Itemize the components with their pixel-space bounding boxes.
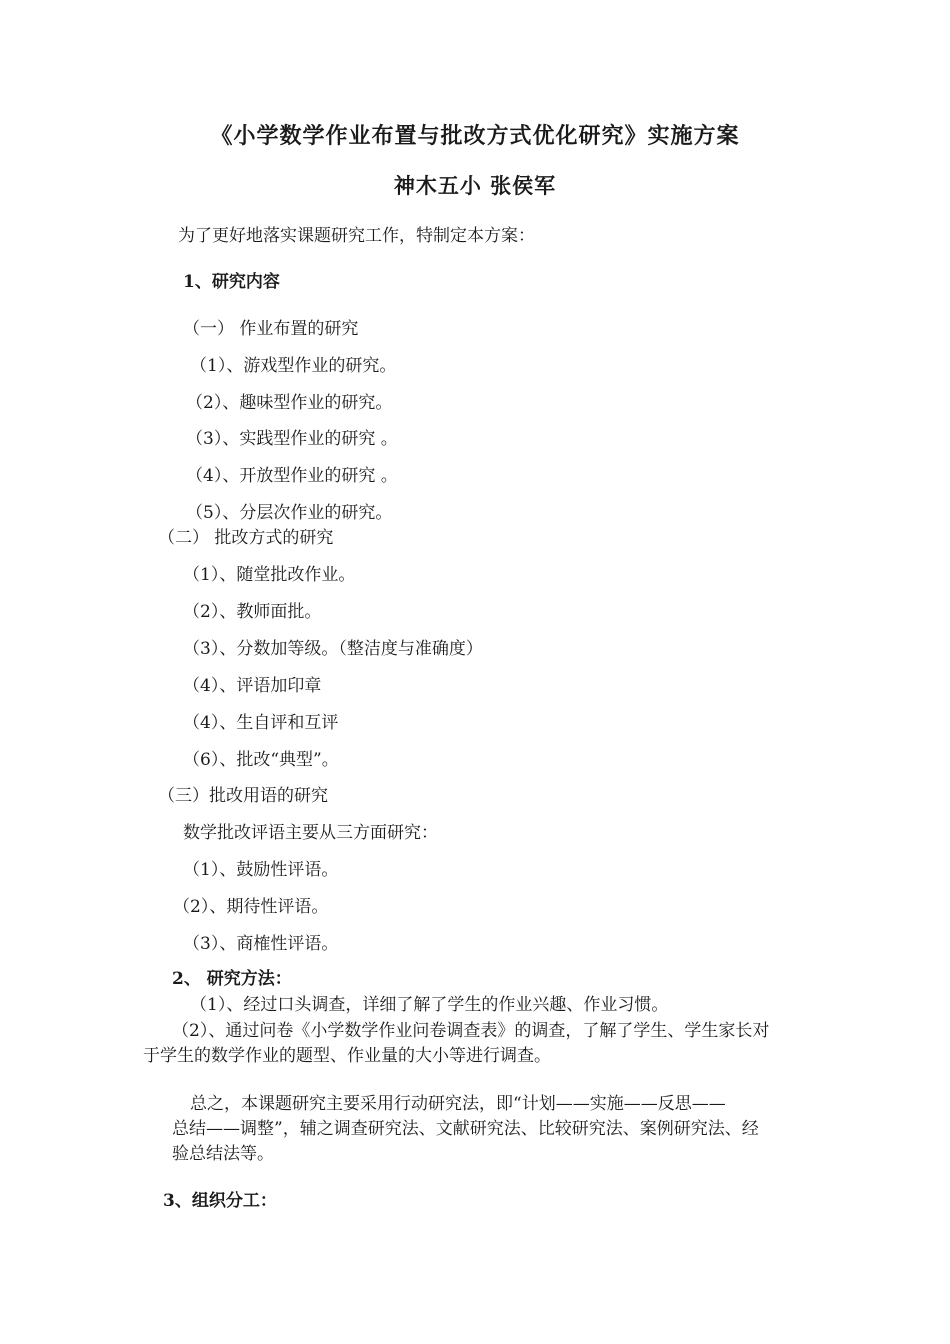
- list-item: （1）、随堂批改作业。: [183, 565, 356, 585]
- subsection-1a-heading: （一） 作业布置的研究: [183, 319, 359, 339]
- list-item: （2）、教师面批。: [183, 602, 322, 622]
- method-paragraph-2-line-2: 于学生的数学作业的题型、作业量的大小等进行调查。: [143, 1046, 551, 1066]
- list-item: （3）、分数加等级。（整洁度与准确度）: [183, 639, 483, 659]
- list-item: （1）、游戏型作业的研究。: [190, 356, 397, 376]
- list-item: （3）、商榷性评语。: [183, 934, 339, 954]
- list-item: （2）、趣味型作业的研究。: [186, 393, 393, 413]
- summary-line-1: 总之，本课题研究主要采用行动研究法，即“计划——实施——反思——: [190, 1094, 726, 1114]
- subsection-1c-intro: 数学批改评语主要从三方面研究：: [183, 823, 438, 843]
- list-item: （4）、生自评和互评: [183, 713, 339, 733]
- subsection-1b-heading: （二） 批改方式的研究: [158, 528, 334, 548]
- document-title: 《小学数学作业布置与批改方式优化研究》实施方案: [210, 123, 740, 149]
- list-item: （4）、评语加印章: [183, 676, 322, 696]
- intro-paragraph: 为了更好地落实课题研究工作，特制定本方案：: [178, 226, 535, 246]
- method-paragraph-2-line-1: （2）、通过问卷《小学数学作业问卷调查表》的调查，了解了学生、学生家长对: [172, 1021, 770, 1041]
- section-2-heading: 2、 研究方法：: [172, 969, 292, 989]
- list-item: （2）、期待性评语。: [173, 897, 329, 917]
- summary-line-3: 验总结法等。: [172, 1144, 274, 1164]
- section-1-heading: 1、研究内容: [183, 272, 280, 292]
- list-item: （4）、开放型作业的研究 。: [186, 466, 398, 486]
- list-item: （1）、鼓励性评语。: [183, 860, 339, 880]
- list-item: （3）、实践型作业的研究 。: [186, 429, 398, 449]
- list-item: （5）、分层次作业的研究。: [186, 503, 393, 523]
- section-3-heading: 3、组织分工：: [163, 1191, 277, 1211]
- method-paragraph-1: （1）、经过口头调查，详细了解了学生的作业兴趣、作业习惯。: [190, 995, 669, 1015]
- summary-line-2: 总结——调整”，辅之调查研究法、文献研究法、比较研究法、案例研究法、经: [172, 1119, 759, 1139]
- list-item: （6）、批改“典型”。: [183, 750, 339, 770]
- subsection-1c-heading: （三）批改用语的研究: [158, 786, 328, 806]
- document-author: 神木五小 张侯军: [393, 173, 557, 198]
